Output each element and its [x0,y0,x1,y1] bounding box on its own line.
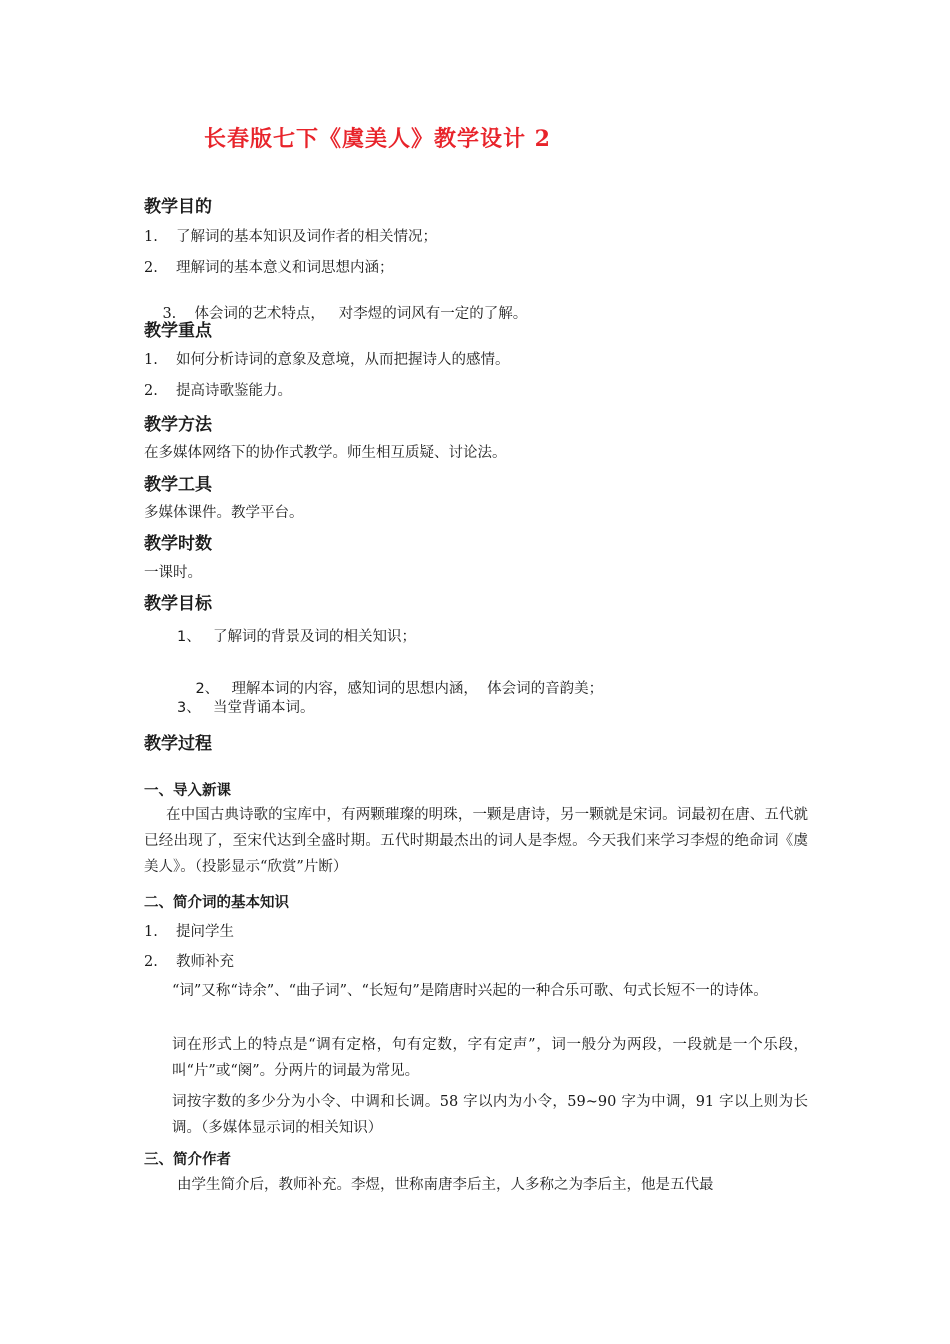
process-heading: 教学过程 [144,734,212,754]
goals-item-3 [177,696,315,717]
purpose-item-1 [144,225,437,246]
focus-heading: 教学重点 [144,321,212,341]
document-title: 长春版七下《虞美人》教学设计 2 [204,126,551,152]
section-3-paragraph: 由学生简介后，教师补充。李煜，世称南唐李后主，人多称之为李后主，他是五代最 [177,1177,714,1193]
focus-item-2 [144,379,292,400]
section-1-heading: 一、导入新课 [144,782,231,799]
goals-item-2-text: 理解本词的内容，感知词的思想内涵， 体会词的音韵美； [231,681,604,697]
purpose-item-1-text: 了解词的基本知识及词作者的相关情况； [176,229,437,245]
section-2-item-2-text: 教师补充 [176,954,234,970]
section-2-paragraph-2: 词在形式上的特点是“调有定格，句有定数，字有定声”，词一般分为两段，一段就是一个乐段，叫“片”或“阕”。分两片的词最为常见。 [172,1037,808,1079]
goals-item-3-text: 当堂背诵本词。 [213,700,315,716]
method-heading: 教学方法 [144,415,212,435]
focus-item-1-num: 1. [144,352,158,368]
purpose-item-2 [144,256,394,277]
goals-item-1-text: 了解词的背景及词的相关知识； [213,629,416,645]
section-2-item-1 [144,920,234,941]
section-2-item-2 [144,950,234,971]
tools-text: 多媒体课件。教学平台。 [144,505,304,521]
section-2-item-2-num: 2. [144,954,158,970]
section-2-heading: 二、简介词的基本知识 [144,894,289,911]
focus-item-2-num: 2. [144,383,158,399]
purpose-item-3-text: 体会词的艺术特点， 对李煜的词风有一定的了解。 [194,306,528,322]
method-text: 在多媒体网络下的协作式教学。师生相互质疑、讨论法。 [144,445,507,461]
section-2-item-1-text: 提问学生 [176,924,234,940]
section-3-heading: 三、简介作者 [144,1151,231,1168]
focus-item-1 [144,348,510,369]
goals-heading: 教学目标 [144,594,212,614]
section-2-paragraph-1: “词”又称“诗余”、“曲子词”、“长短句”是隋唐时兴起的一种合乐可歌、句式长短不一的诗体。 [172,983,768,999]
hours-text: 一课时。 [144,565,202,581]
focus-item-2-text: 提高诗歌鉴能力。 [176,383,292,399]
section-2-paragraph-3: 词按字数的多少分为小令、中调和长调。58 字以内为小令，59~90 字为中调，91 字以上则为长调。（多媒体显示词的相关知识） [172,1094,808,1136]
hours-heading: 教学时数 [144,534,212,554]
goals-item-1 [177,625,416,646]
goals-item-1-num: 1、 [177,629,201,645]
purpose-item-2-text: 理解词的基本意义和词思想内涵； [176,260,394,276]
goals-item-2-num: 2、 [195,681,220,697]
goals-item-3-num: 3、 [177,700,201,716]
purpose-item-2-num: 2. [144,260,158,276]
purpose-heading: 教学目的 [144,197,212,217]
section-2-item-1-num: 1. [144,924,158,940]
purpose-item-1-num: 1. [144,229,158,245]
section-1-paragraph: 在中国古典诗歌的宝库中，有两颗璀璨的明珠，一颗是唐诗，另一颗就是宋词。词最初在唐、五代就已经出现了，至宋代达到全盛时期。五代时期最杰出的词人是李煜。今天我们来学习李煜的绝命词《虞美人》。（投影显示“欣赏”片断） [144,807,808,875]
purpose-item-3-num: 3. [162,306,177,322]
tools-heading: 教学工具 [144,475,212,495]
focus-item-1-text: 如何分析诗词的意象及意境，从而把握诗人的感情。 [176,352,510,368]
